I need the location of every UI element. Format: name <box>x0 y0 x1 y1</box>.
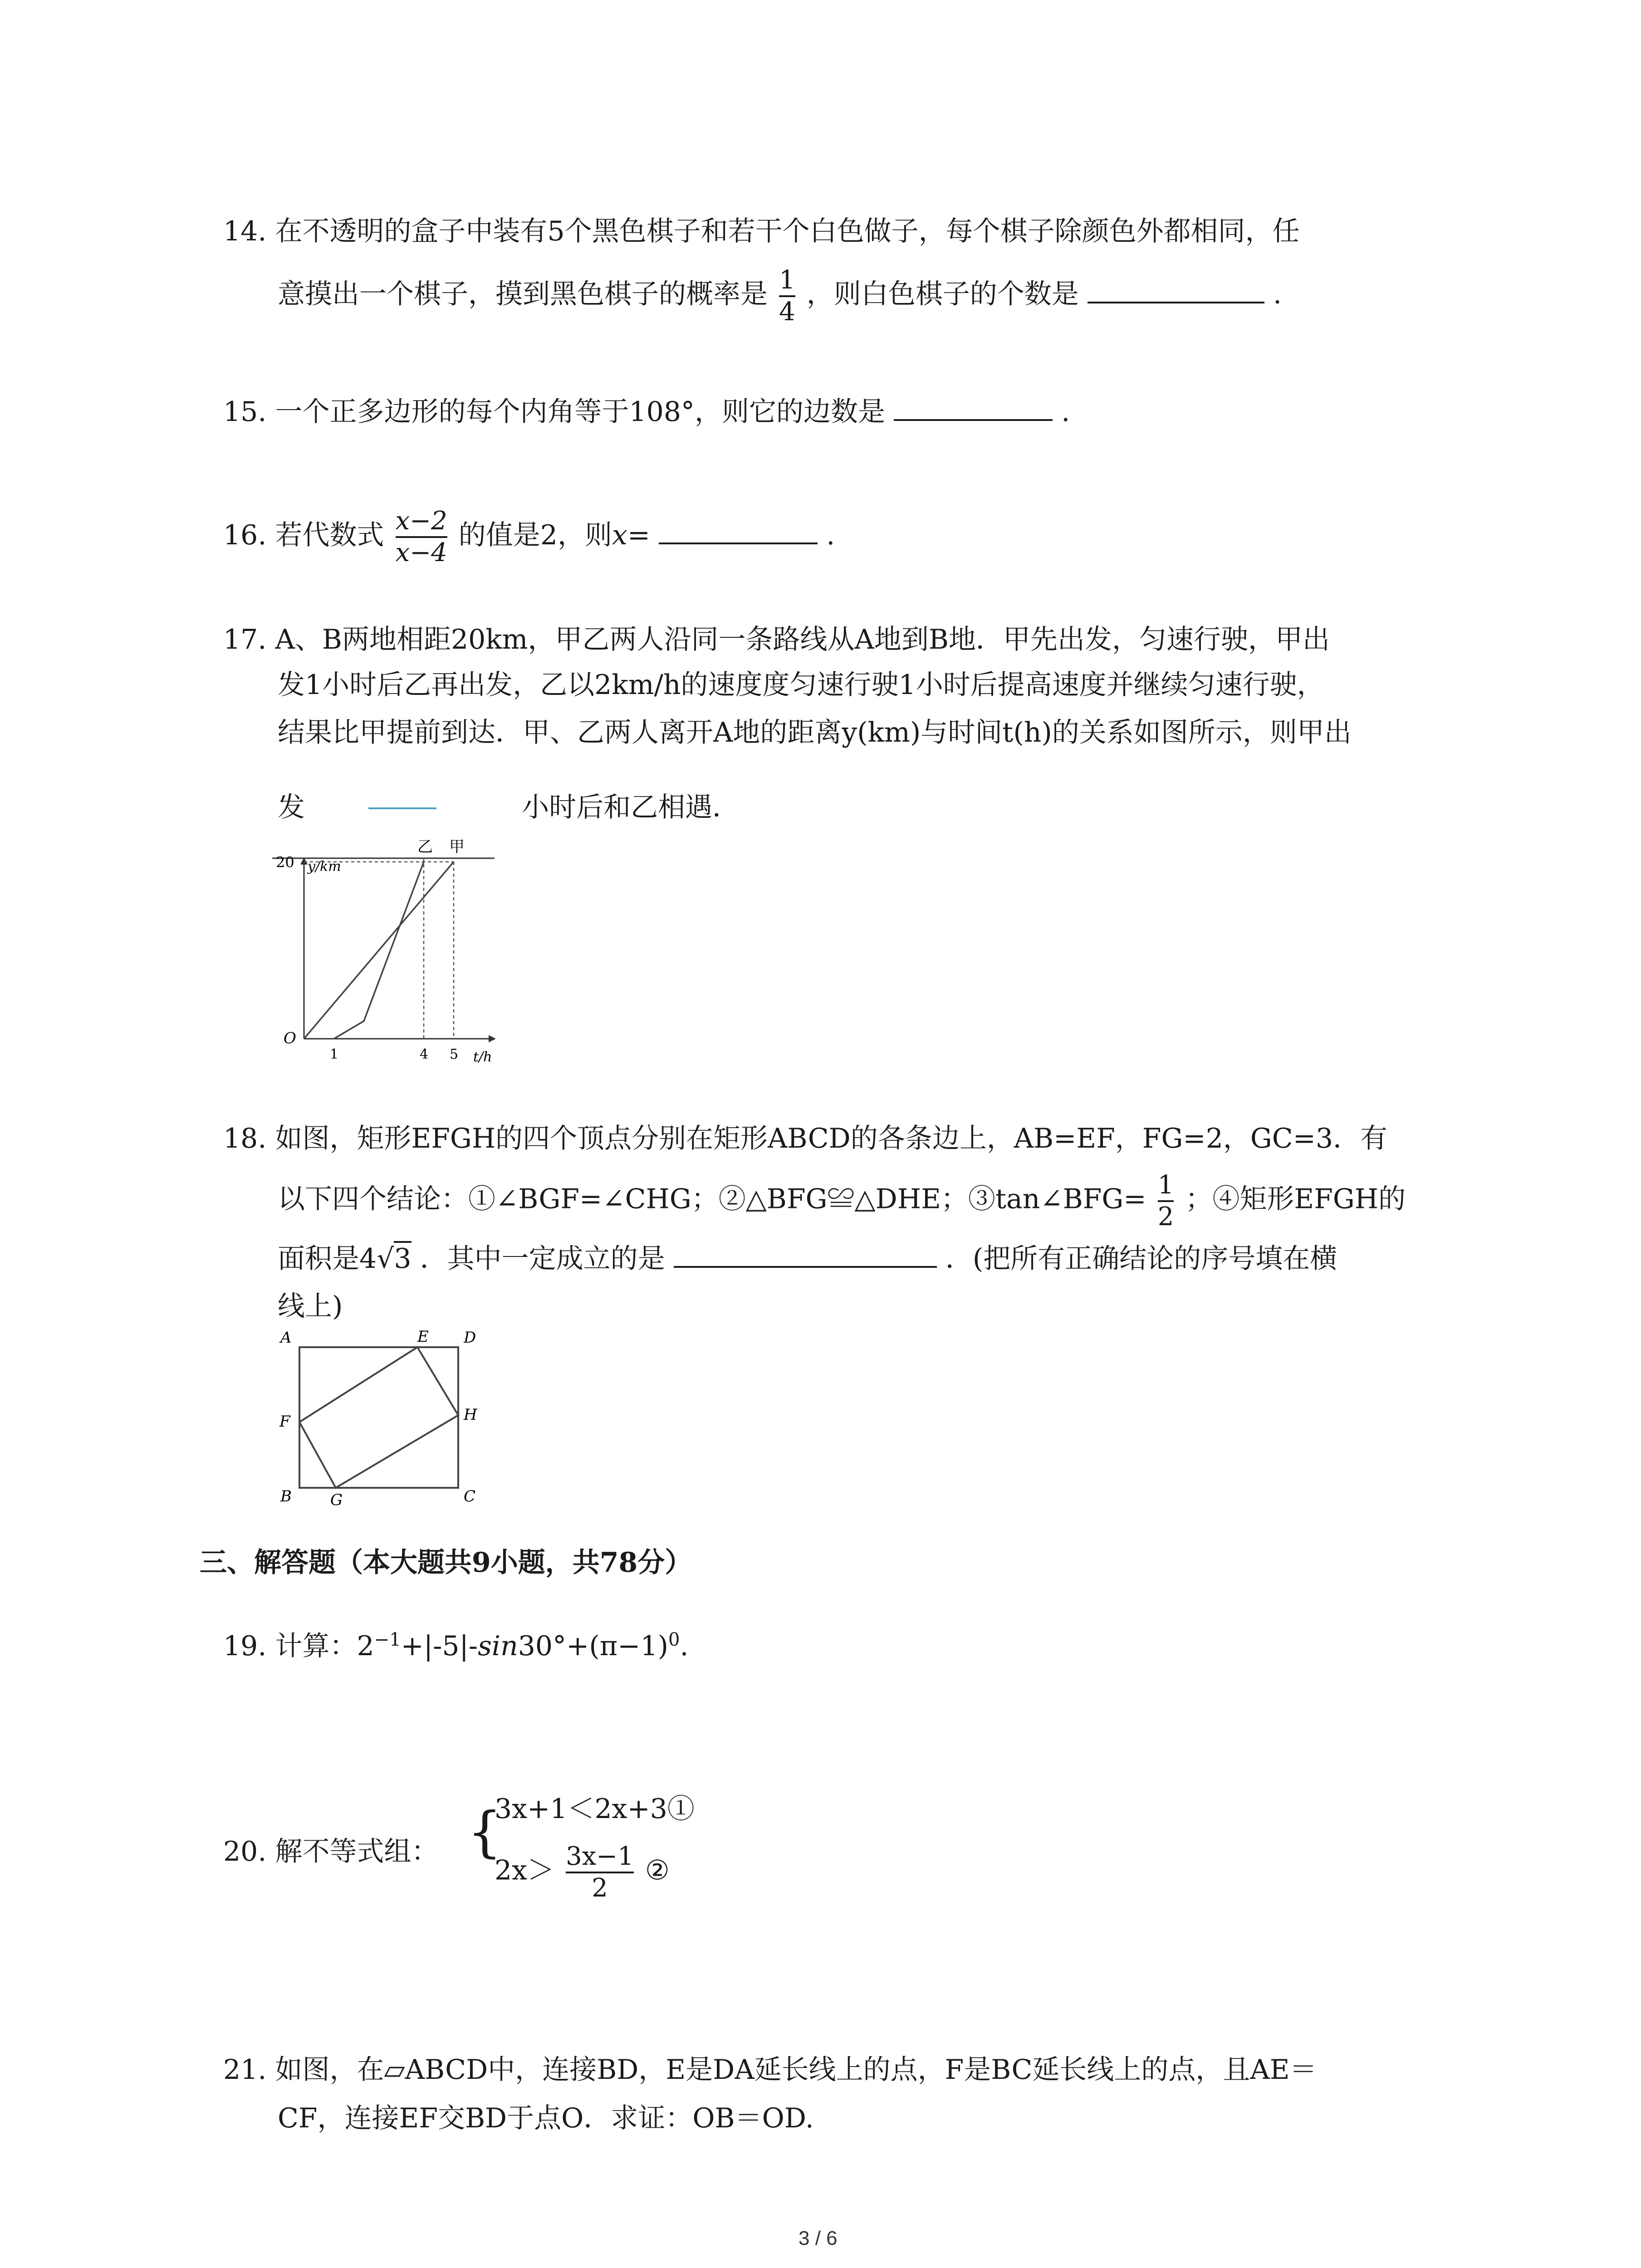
label-c: C <box>464 1487 476 1505</box>
q20-ineq2-a: 2x＞ <box>495 1854 555 1887</box>
q18-text-e: ．(把所有正确结论的序号填在横 <box>945 1243 1337 1275</box>
q14-frac-num: 1 <box>779 265 795 295</box>
rectangle-efgh <box>299 1347 458 1488</box>
label-e: E <box>417 1328 429 1346</box>
q17-text-line2: 发1小时后乙再出发，乙以2km/h的速度度匀速行驶1小时后提高速度并继续匀速行驶， <box>278 669 1324 701</box>
q16-var: x <box>612 519 627 551</box>
q14-end: . <box>1273 278 1282 310</box>
x-tick-label: 1 <box>330 1046 339 1062</box>
label-a: A <box>280 1329 292 1347</box>
q21-text-line1: 如图，在▱ABCD中，连接BD，E是DA延长线上的点，F是BC延长线上的点，且AE＝ <box>275 2054 1317 2086</box>
q18-text-a: 以下四个结论：①∠BGF=∠CHG；②△BFG≌△DHE；③tan∠BFG= <box>278 1183 1146 1215</box>
q18-frac-den: 2 <box>1157 1202 1174 1232</box>
q14-line2 <box>278 265 1282 327</box>
page-number: 3 / 6 <box>798 2227 838 2249</box>
q18-frac-num: 1 <box>1157 1170 1174 1200</box>
x-tick-label: 5 <box>450 1046 459 1062</box>
q14-number: 14. <box>223 215 267 247</box>
q20-ineq1-text: 3x+1＜2x+3① <box>495 1793 695 1825</box>
q16-text-b: 的值是2，则 <box>458 519 612 551</box>
series-jia-line <box>304 862 454 1039</box>
q16-line <box>223 503 835 568</box>
sqrt-symbol: √ <box>377 1243 394 1275</box>
q14-text-b: ，则白色棋子的个数是 <box>806 278 1079 310</box>
q19-mid: +|-5|- <box>401 1630 478 1662</box>
q14-text-line1: 在不透明的盒子中装有5个黑色棋子和若干个白色做子，每个棋子除颜色外都相同，任 <box>275 215 1300 247</box>
q14-text-a: 意摸出一个棋子，摸到黑色棋子的概率是 <box>278 278 768 310</box>
series-label-yi: 乙 <box>417 838 433 856</box>
section3-title: 三、解答题（本大题共9小题，共78分） <box>200 1547 692 1579</box>
q15-end: . <box>1061 396 1070 428</box>
label-h: H <box>464 1406 477 1424</box>
q17-text-line1: A、B两地相距20km，甲乙两人沿同一条路线从A地到B地．甲先出发，匀速行驶，甲出 <box>275 624 1330 655</box>
q18-answer-blank[interactable] <box>674 1241 937 1268</box>
label-g: G <box>330 1491 343 1509</box>
q17-line3 <box>278 714 1352 751</box>
q14-fraction <box>779 265 795 327</box>
q19-rest: 30°+(π−1) <box>518 1630 669 1662</box>
q21-line1 <box>223 2052 1317 2088</box>
q20-fraction <box>566 1842 634 1903</box>
q16-fraction <box>396 506 447 568</box>
x-tick-label: 4 <box>420 1046 429 1062</box>
q16-number: 16. <box>223 519 267 551</box>
q18-text-c: 面积是4 <box>278 1243 377 1275</box>
q18-sqrt-value: 3 <box>394 1241 411 1275</box>
distance-time-chart <box>272 838 526 1070</box>
label-f: F <box>279 1413 290 1431</box>
q18-text-line1: 如图，矩形EFGH的四个顶点分别在矩形ABCD的各条边上，AB=EF，FG=2，GC=3．有 <box>275 1123 1388 1154</box>
q17-answer-blank[interactable] <box>368 807 436 809</box>
q19-sup1: −1 <box>374 1629 401 1650</box>
q19-end: . <box>680 1630 689 1662</box>
q18-text-b: ；④矩形EFGH的 <box>1185 1183 1406 1215</box>
q19-sin: sin <box>478 1630 518 1662</box>
q17-text-b: 小时后和乙相遇． <box>522 792 740 823</box>
q17-line4 <box>278 789 740 826</box>
q19-text: 计算：2 <box>275 1630 374 1662</box>
q18-line2 <box>278 1170 1406 1232</box>
q18-fraction <box>1158 1170 1174 1232</box>
q15-answer-blank[interactable] <box>894 394 1053 421</box>
x-axis-arrow <box>489 1035 496 1042</box>
q20-ineq1 <box>495 1791 695 1827</box>
q15-line <box>223 394 1070 430</box>
section3-heading <box>200 1545 692 1581</box>
y-tick-label: 20 <box>276 854 294 871</box>
q19-number: 19. <box>223 1630 267 1662</box>
q20-number: 20. <box>223 1836 267 1867</box>
q21-number: 21. <box>223 2054 267 2086</box>
q16-frac-num: x−2 <box>395 506 447 536</box>
q20-label: 解不等式组： <box>275 1836 439 1867</box>
y-axis-label: y/km <box>308 859 341 875</box>
q20-ineq2 <box>495 1842 670 1903</box>
q20-frac-num: 3x−1 <box>566 1842 634 1871</box>
q18-number: 18. <box>223 1123 267 1154</box>
q21-line2 <box>278 2100 814 2136</box>
origin-label: O <box>284 1029 296 1047</box>
q14-frac-den: 4 <box>779 297 795 327</box>
q16-eq: = <box>627 519 651 551</box>
q18-line3 <box>278 1241 1337 1277</box>
q19-line <box>223 1622 689 1664</box>
q14-answer-blank[interactable] <box>1087 276 1264 303</box>
series-label-jia: 甲 <box>449 838 465 856</box>
rectangle-figure <box>272 1325 490 1509</box>
q16-answer-blank[interactable] <box>659 517 818 544</box>
label-b: B <box>280 1487 292 1505</box>
q16-text-a: 若代数式 <box>275 519 384 551</box>
x-axis-label: t/h <box>473 1049 492 1065</box>
q20-frac-den: 2 <box>592 1873 608 1903</box>
q14-line1 <box>223 213 1300 249</box>
q20-line <box>223 1833 439 1870</box>
q17-number: 17. <box>223 624 267 655</box>
q15-number: 15. <box>223 396 267 428</box>
q19-sup2: 0 <box>668 1629 680 1650</box>
q18-text-d: ．其中一定成立的是 <box>420 1243 665 1275</box>
label-d: D <box>464 1329 476 1347</box>
q15-text: 一个正多边形的每个内角等于108°，则它的边数是 <box>275 396 886 428</box>
q20-ineq2-b: ② <box>645 1854 670 1887</box>
q16-end: . <box>826 519 835 551</box>
q21-text-line2: CF，连接EF交BD于点O．求证：OB＝OD. <box>278 2102 814 2134</box>
q17-line2 <box>278 667 1324 703</box>
q17-text-a: 发 <box>278 792 305 823</box>
q18-text-line4: 线上) <box>278 1290 343 1322</box>
q18-line1 <box>223 1120 1387 1157</box>
q16-frac-den: x−4 <box>395 538 447 568</box>
q20-brace: { <box>467 1801 502 1864</box>
q18-line4 <box>278 1288 343 1325</box>
q17-text-line3: 结果比甲提前到达．甲、乙两人离开A地的距离y(km)与时间t(h)的关系如图所示，则甲出 <box>278 717 1352 748</box>
q17-line1 <box>223 621 1330 658</box>
